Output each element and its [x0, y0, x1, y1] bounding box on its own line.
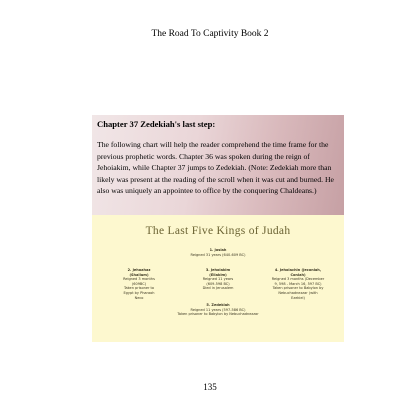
king-1-josiah — [168, 248, 268, 257]
king-detail: Reigned 3 months — [123, 277, 155, 282]
king-name: 5. Zedekiah — [206, 303, 230, 307]
king-name: 1. Josiah — [209, 248, 227, 252]
king-detail: Reigned 3 months (December — [271, 277, 325, 282]
king-name: 4. Jehoiachin (Jeconiah, — [274, 268, 322, 272]
king-detail: (Eliakim) — [209, 272, 227, 277]
king-detail: Reigned 31 years (640-609 BC) — [190, 252, 246, 257]
chart-title: The Last Five Kings of Judah — [145, 225, 291, 237]
king-name: 3. Jehoiakim — [205, 268, 231, 272]
king-detail: Nebuchadnezzar (with — [278, 290, 318, 295]
king-detail: Taken prisoner to — [123, 286, 155, 291]
chapter-heading: Chapter 37 Zedekiah's last step: — [97, 119, 216, 129]
king-5-zedekiah — [148, 303, 288, 317]
intro-paragraph: The following chart will help the reader comprehend the time frame for the previous prophetic words. Chapter 36 was spoken during the reign of Jehoiakim, while Chapter 37 jumps to Zedekiah. (Note: Zedekiah more than likely was present at the reading of the scroll when it was cut and burned. He also was uniquely an appointee to office by the conquering Chaldeans.) — [97, 140, 334, 196]
king-name: 2. Jehoahaz — [127, 268, 151, 272]
king-3-jehoiakim — [179, 268, 257, 291]
page-number: 135 — [203, 382, 217, 392]
king-detail: Taken prisoner to Babylon by Nebuchadnezzar — [177, 312, 259, 317]
king-detail: Neco — [134, 295, 144, 300]
kings-chart — [92, 215, 344, 342]
king-detail: Coniah) — [290, 272, 306, 277]
king-detail: Reigned 11 years (597-586 BC) — [190, 307, 246, 312]
king-4-jehoiachin — [258, 268, 338, 300]
king-2-jehoahaz — [100, 268, 178, 300]
intro-box — [92, 115, 344, 215]
king-detail: Egypt by Pharaoh — [123, 290, 155, 295]
king-detail: (609BC) — [131, 281, 147, 286]
book-title: The Road To Captivity Book 2 — [151, 29, 269, 39]
king-detail: Ezekiel) — [291, 295, 305, 300]
king-detail: 9, 598 - March 16, 597 BC) — [274, 281, 322, 286]
king-detail: Taken prisoner to Babylon by — [272, 286, 324, 291]
king-detail: (609-598 BC) — [206, 281, 230, 286]
king-detail: Died in Jerusalem — [202, 286, 234, 291]
king-detail: Reigned 11 years — [202, 277, 234, 282]
king-detail: (Shallum) — [129, 272, 149, 277]
